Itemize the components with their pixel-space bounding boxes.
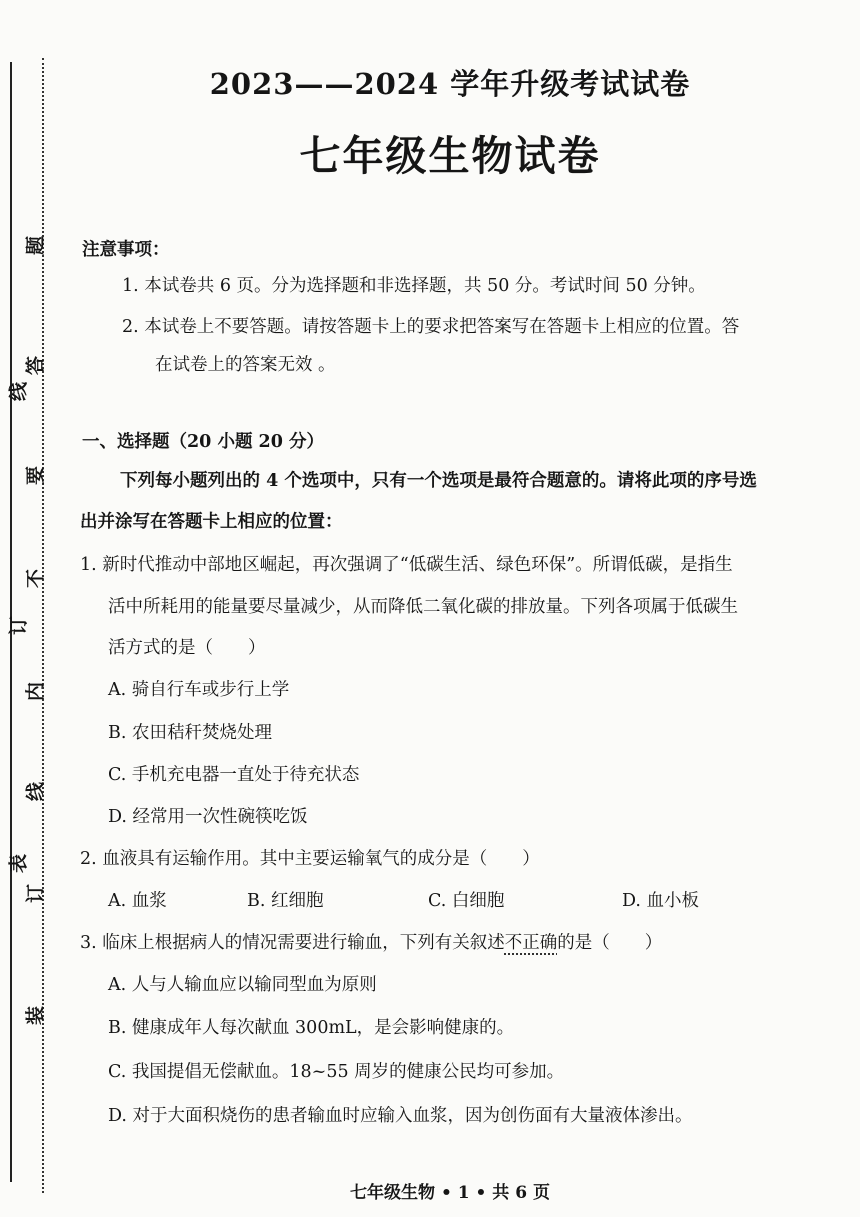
question-1-stem-cont: 活中所耗用的能量要尽量减少，从而降低二氧化碳的排放量。下列各项属于低碳生: [108, 597, 738, 617]
margin-char: 答: [24, 356, 47, 376]
margin-char: 不: [24, 569, 47, 589]
margin-char: 内: [24, 682, 47, 702]
margin-char: 订: [7, 616, 30, 636]
main-title: 七年级生物试卷: [299, 132, 601, 180]
question-3-option-c: C. 我国提倡无偿献血。18~55 周岁的健康公民均可参加。: [108, 1062, 565, 1082]
question-2-option-a: A. 血浆: [108, 891, 167, 911]
question-2-option-b: B. 红细胞: [247, 891, 324, 911]
notice-item-2-cont: 在试卷上的答案无效 。: [155, 355, 336, 375]
question-1-stem: 1. 新时代推动中部地区崛起，再次强调了“低碳生活、绿色环保”。所谓低碳，是指生: [80, 555, 733, 575]
year-title: 2023——2024 学年升级考试试卷: [209, 67, 691, 101]
question-1-option-d: D. 经常用一次性碗筷吃饭: [108, 807, 308, 827]
margin-char: 线: [24, 782, 47, 802]
margin-char: 题: [24, 236, 47, 256]
notice-item-2: 2. 本试卷上不要答题。请按答题卡上的要求把答案写在答题卡上相应的位置。答: [122, 317, 740, 337]
question-1-option-b: B. 农田秸秆焚烧处理: [108, 723, 272, 743]
question-2-stem: 2. 血液具有运输作用。其中主要运输氧气的成分是（ ）: [80, 849, 540, 869]
section-instruction-cont: 出并涂写在答题卡上相应的位置：: [80, 512, 343, 532]
page-footer: 七年级生物 • 1 • 共 6 页: [350, 1183, 550, 1203]
section-title: 一、选择题（20 小题 20 分）: [82, 432, 324, 452]
question-2-option-c: C. 白细胞: [428, 891, 505, 911]
question-3-stem-before: 3. 临床上根据病人的情况需要进行输血，下列有关叙述: [80, 933, 505, 953]
question-1-option-c: C. 手机充电器一直处于待充状态: [108, 765, 360, 785]
margin-char: 要: [24, 466, 47, 486]
margin-char: 线: [7, 382, 30, 402]
question-3-stem-emphasis: 不正确: [504, 933, 558, 953]
question-3-stem-after: 的是（ ）: [557, 933, 663, 953]
question-1-stem-cont: 活方式的是（ ）: [108, 638, 266, 658]
question-2-option-d: D. 血小板: [622, 891, 700, 911]
question-3-option-a: A. 人与人输血应以输同型血为原则: [108, 975, 377, 995]
notice-label: 注意事项：: [82, 240, 170, 260]
question-3-stem: [80, 929, 662, 954]
question-3-option-b: B. 健康成年人每次献血 300mL，是会影响健康的。: [108, 1018, 515, 1038]
notice-item-1: 1. 本试卷共 6 页。分为选择题和非选择题，共 50 分。考试时间 50 分钟。: [122, 276, 706, 296]
question-3-option-d: D. 对于大面积烧伤的患者输血时应输入血浆，因为创伤面有大量液体渗出。: [108, 1106, 693, 1126]
question-1-option-a: A. 骑自行车或步行上学: [108, 680, 290, 700]
margin-char: 装: [24, 1006, 47, 1026]
margin-char: 订: [24, 884, 47, 904]
section-instruction: 下列每小题列出的 4 个选项中，只有一个选项是最符合题意的。请将此项的序号选: [120, 471, 757, 491]
margin-char: 表: [7, 854, 30, 874]
